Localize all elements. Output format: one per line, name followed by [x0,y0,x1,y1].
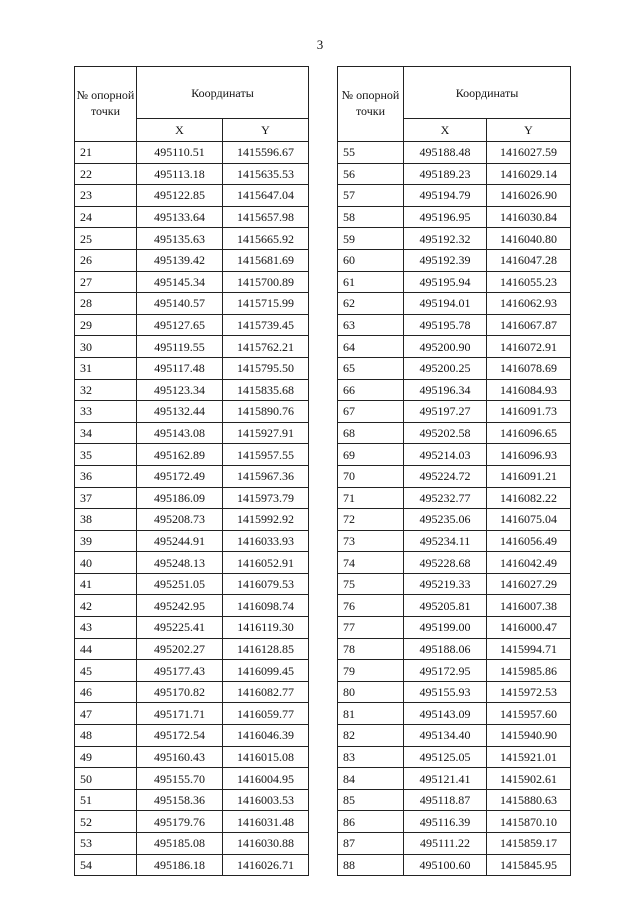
y-coordinate-cell: 1416046.39 [223,725,309,747]
y-coordinate-cell: 1415795.50 [223,357,309,379]
y-coordinate-cell: 1416040.80 [487,228,571,250]
x-coordinate-cell: 495177.43 [137,660,223,682]
table-row [338,401,571,423]
y-coordinate-cell: 1415967.36 [223,465,309,487]
table-row [338,595,571,617]
table-row [338,142,571,164]
x-coordinate-cell: 495186.09 [137,487,223,509]
point-number-cell: 45 [75,660,137,682]
table-row [338,638,571,660]
x-coordinate-cell: 495219.33 [404,573,487,595]
point-number-cell: 26 [75,249,137,271]
table-row [75,595,309,617]
y-coordinate-cell: 1416030.84 [487,206,571,228]
table-row [75,336,309,358]
point-number-cell: 56 [338,163,404,185]
y-coordinate-cell: 1415927.91 [223,422,309,444]
table-row [75,681,309,703]
point-number-cell: 77 [338,617,404,639]
x-coordinate-cell: 495202.58 [404,422,487,444]
table-row [338,444,571,466]
x-coordinate-cell: 495172.54 [137,725,223,747]
x-coordinate-cell: 495225.41 [137,617,223,639]
x-coordinate-cell: 495242.95 [137,595,223,617]
x-coordinate-cell: 495116.39 [404,811,487,833]
point-number-cell: 51 [75,789,137,811]
y-coordinate-cell: 1415835.68 [223,379,309,401]
y-coordinate-cell: 1416119.30 [223,617,309,639]
table-row [338,552,571,574]
x-coordinate-cell: 495135.63 [137,228,223,250]
x-coordinate-cell: 495160.43 [137,746,223,768]
table-row [75,142,309,164]
x-coordinate-cell: 495132.44 [137,401,223,423]
table-row [338,811,571,833]
x-coordinate-cell: 495200.90 [404,336,487,358]
point-number-cell: 60 [338,249,404,271]
point-number-cell: 61 [338,271,404,293]
y-coordinate-cell: 1416033.93 [223,530,309,552]
x-coordinate-cell: 495185.08 [137,833,223,855]
x-coordinate-cell: 495143.09 [404,703,487,725]
table-row [338,573,571,595]
point-number-cell: 40 [75,552,137,574]
point-number-cell: 79 [338,660,404,682]
x-coordinate-cell: 495155.70 [137,768,223,790]
table-row [75,293,309,315]
table-row [75,509,309,531]
table-row [338,271,571,293]
y-coordinate-cell: 1416026.71 [223,854,309,876]
point-number-cell: 32 [75,379,137,401]
x-coordinate-cell: 495121.41 [404,768,487,790]
x-coordinate-cell: 495251.05 [137,573,223,595]
y-coordinate-cell: 1416091.21 [487,465,571,487]
point-number-cell: 87 [338,833,404,855]
point-number-cell: 25 [75,228,137,250]
point-number-cell: 62 [338,293,404,315]
point-number-cell: 83 [338,746,404,768]
x-coordinate-cell: 495195.94 [404,271,487,293]
x-coordinate-cell: 495224.72 [404,465,487,487]
table-row [338,725,571,747]
y-coordinate-cell: 1416098.74 [223,595,309,617]
x-coordinate-cell: 495192.39 [404,249,487,271]
y-coordinate-cell: 1415859.17 [487,833,571,855]
table-row [338,703,571,725]
table-row [75,357,309,379]
point-number-cell: 39 [75,530,137,552]
x-coordinate-cell: 495205.81 [404,595,487,617]
x-coordinate-cell: 495199.00 [404,617,487,639]
point-number-cell: 21 [75,142,137,164]
y-coordinate-cell: 1415973.79 [223,487,309,509]
y-coordinate-cell: 1416096.65 [487,422,571,444]
x-coordinate-cell: 495189.23 [404,163,487,185]
point-number-cell: 23 [75,185,137,207]
table-row [75,552,309,574]
table-row [75,768,309,790]
x-coordinate-cell: 495200.25 [404,357,487,379]
y-coordinate-cell: 1416062.93 [487,293,571,315]
x-column-header: X [404,119,487,142]
point-number-cell: 42 [75,595,137,617]
y-coordinate-cell: 1415902.61 [487,768,571,790]
x-coordinate-cell: 495194.79 [404,185,487,207]
y-coordinate-cell: 1415992.92 [223,509,309,531]
x-coordinate-cell: 495172.49 [137,465,223,487]
y-coordinate-cell: 1415972.53 [487,681,571,703]
y-coordinate-cell: 1415665.92 [223,228,309,250]
point-number-cell: 81 [338,703,404,725]
y-coordinate-cell: 1416000.47 [487,617,571,639]
table-row [338,379,571,401]
point-number-cell: 76 [338,595,404,617]
y-coordinate-cell: 1416082.77 [223,681,309,703]
point-number-cell: 28 [75,293,137,315]
point-number-cell: 74 [338,552,404,574]
y-coordinate-cell: 1416004.95 [223,768,309,790]
x-coordinate-cell: 495113.18 [137,163,223,185]
y-coordinate-cell: 1415762.21 [223,336,309,358]
y-coordinate-cell: 1415647.04 [223,185,309,207]
table-row [338,249,571,271]
table-row [338,228,571,250]
x-coordinate-cell: 495171.71 [137,703,223,725]
point-number-cell: 84 [338,768,404,790]
point-number-cell: 43 [75,617,137,639]
point-number-cell: 24 [75,206,137,228]
y-coordinate-cell: 1415985.86 [487,660,571,682]
y-coordinate-cell: 1416007.38 [487,595,571,617]
point-number-cell: 48 [75,725,137,747]
table-row [338,617,571,639]
y-coordinate-cell: 1416128.85 [223,638,309,660]
y-coordinate-cell: 1415880.63 [487,789,571,811]
x-coordinate-cell: 495208.73 [137,509,223,531]
y-coordinate-cell: 1415715.99 [223,293,309,315]
table-row [75,228,309,250]
point-number-cell: 27 [75,271,137,293]
y-coordinate-cell: 1416052.91 [223,552,309,574]
point-number-cell: 59 [338,228,404,250]
point-number-cell: 52 [75,811,137,833]
x-coordinate-cell: 495122.85 [137,185,223,207]
table-row [75,703,309,725]
table-row [338,789,571,811]
point-number-cell: 58 [338,206,404,228]
y-coordinate-cell: 1416084.93 [487,379,571,401]
table-row [338,357,571,379]
point-number-cell: 57 [338,185,404,207]
y-coordinate-cell: 1416067.87 [487,314,571,336]
table-row [75,660,309,682]
point-number-cell: 30 [75,336,137,358]
point-number-cell: 31 [75,357,137,379]
y-coordinate-cell: 1415845.95 [487,854,571,876]
point-number-cell: 37 [75,487,137,509]
table-row [338,336,571,358]
table-row [338,854,571,876]
point-number-cell: 69 [338,444,404,466]
y-coordinate-cell: 1416096.93 [487,444,571,466]
x-coordinate-cell: 495118.87 [404,789,487,811]
table-row [75,725,309,747]
x-coordinate-cell: 495155.93 [404,681,487,703]
y-coordinate-cell: 1416042.49 [487,552,571,574]
table-row [75,789,309,811]
point-number-cell: 33 [75,401,137,423]
point-number-cell: 55 [338,142,404,164]
table-row [75,185,309,207]
x-coordinate-cell: 495188.06 [404,638,487,660]
y-coordinate-cell: 1416027.29 [487,573,571,595]
table-row [75,746,309,768]
point-number-cell: 85 [338,789,404,811]
x-coordinate-cell: 495139.42 [137,249,223,271]
x-coordinate-cell: 495143.08 [137,422,223,444]
table-row [75,206,309,228]
x-coordinate-cell: 495234.11 [404,530,487,552]
point-number-cell: 88 [338,854,404,876]
x-coordinate-cell: 495232.77 [404,487,487,509]
y-coordinate-cell: 1416029.14 [487,163,571,185]
point-number-cell: 75 [338,573,404,595]
y-coordinate-cell: 1416003.53 [223,789,309,811]
y-coordinate-cell: 1415921.01 [487,746,571,768]
table-row [75,573,309,595]
table-row [338,833,571,855]
y-coordinate-cell: 1416078.69 [487,357,571,379]
coordinates-header: Координаты [137,67,309,119]
table-row [338,660,571,682]
y-coordinate-cell: 1416099.45 [223,660,309,682]
y-coordinate-cell: 1415681.69 [223,249,309,271]
y-coordinate-cell: 1416055.23 [487,271,571,293]
x-coordinate-cell: 495111.22 [404,833,487,855]
y-column-header: Y [487,119,571,142]
point-number-cell: 64 [338,336,404,358]
point-number-cell: 38 [75,509,137,531]
x-coordinate-cell: 495202.27 [137,638,223,660]
table-row [75,811,309,833]
y-coordinate-cell: 1415957.55 [223,444,309,466]
point-number-cell: 50 [75,768,137,790]
table-row [338,163,571,185]
table-row [75,444,309,466]
table-row [338,465,571,487]
x-coordinate-cell: 495244.91 [137,530,223,552]
y-coordinate-cell: 1415635.53 [223,163,309,185]
x-coordinate-cell: 495192.32 [404,228,487,250]
y-column-header: Y [223,119,309,142]
point-number-cell: 71 [338,487,404,509]
table-row [75,163,309,185]
page-number: 3 [316,37,324,52]
point-number-cell: 22 [75,163,137,185]
point-number-cell: 36 [75,465,137,487]
y-coordinate-cell: 1416027.59 [487,142,571,164]
y-coordinate-cell: 1415994.71 [487,638,571,660]
x-coordinate-cell: 495186.18 [137,854,223,876]
x-coordinate-cell: 495214.03 [404,444,487,466]
point-number-cell: 44 [75,638,137,660]
x-coordinate-cell: 495179.76 [137,811,223,833]
point-number-cell: 70 [338,465,404,487]
y-coordinate-cell: 1415700.89 [223,271,309,293]
table-row [338,314,571,336]
table-row [75,271,309,293]
table-row [338,206,571,228]
y-coordinate-cell: 1416030.88 [223,833,309,855]
x-coordinate-cell: 495134.40 [404,725,487,747]
point-number-cell: 73 [338,530,404,552]
point-number-cell: 66 [338,379,404,401]
x-coordinate-cell: 495172.95 [404,660,487,682]
point-number-cell: 49 [75,746,137,768]
y-coordinate-cell: 1416072.91 [487,336,571,358]
table-row [338,509,571,531]
point-number-cell: 46 [75,681,137,703]
point-number-cell: 65 [338,357,404,379]
point-number-cell: 86 [338,811,404,833]
point-number-cell: 63 [338,314,404,336]
x-coordinate-cell: 495133.64 [137,206,223,228]
point-number-cell: 78 [338,638,404,660]
y-coordinate-cell: 1416047.28 [487,249,571,271]
x-coordinate-cell: 495119.55 [137,336,223,358]
table-row [338,746,571,768]
y-coordinate-cell: 1416091.73 [487,401,571,423]
x-coordinate-cell: 495158.36 [137,789,223,811]
table-row [75,638,309,660]
x-coordinate-cell: 495170.82 [137,681,223,703]
y-coordinate-cell: 1415870.10 [487,811,571,833]
table-row [338,768,571,790]
x-coordinate-cell: 495127.65 [137,314,223,336]
point-number-cell: 34 [75,422,137,444]
y-coordinate-cell: 1415890.76 [223,401,309,423]
table-row [338,681,571,703]
point-number-header: № опорной точки [75,67,137,142]
point-number-cell: 29 [75,314,137,336]
x-coordinate-cell: 495235.06 [404,509,487,531]
point-number-cell: 68 [338,422,404,444]
table-row [338,185,571,207]
table-row [338,422,571,444]
table-row [75,379,309,401]
x-coordinate-cell: 495110.51 [137,142,223,164]
x-coordinate-cell: 495197.27 [404,401,487,423]
table-row [75,617,309,639]
point-number-cell: 82 [338,725,404,747]
table-row [75,314,309,336]
point-number-cell: 53 [75,833,137,855]
point-number-cell: 47 [75,703,137,725]
table-row [75,422,309,444]
table-row [75,465,309,487]
coordinates-table-left [74,66,309,876]
x-coordinate-cell: 495196.34 [404,379,487,401]
y-coordinate-cell: 1416056.49 [487,530,571,552]
table-row [75,487,309,509]
y-coordinate-cell: 1416079.53 [223,573,309,595]
x-coordinate-cell: 495194.01 [404,293,487,315]
y-coordinate-cell: 1416031.48 [223,811,309,833]
coordinates-table-right [337,66,571,876]
y-coordinate-cell: 1415940.90 [487,725,571,747]
table-row [338,293,571,315]
x-coordinate-cell: 495140.57 [137,293,223,315]
point-number-cell: 41 [75,573,137,595]
y-coordinate-cell: 1416082.22 [487,487,571,509]
table-row [75,833,309,855]
y-coordinate-cell: 1416015.08 [223,746,309,768]
point-number-cell: 54 [75,854,137,876]
x-column-header: X [137,119,223,142]
y-coordinate-cell: 1416075.04 [487,509,571,531]
y-coordinate-cell: 1416026.90 [487,185,571,207]
x-coordinate-cell: 495117.48 [137,357,223,379]
table-row [75,401,309,423]
point-number-cell: 72 [338,509,404,531]
y-coordinate-cell: 1415657.98 [223,206,309,228]
y-coordinate-cell: 1416059.77 [223,703,309,725]
point-number-cell: 35 [75,444,137,466]
x-coordinate-cell: 495145.34 [137,271,223,293]
x-coordinate-cell: 495188.48 [404,142,487,164]
y-coordinate-cell: 1415596.67 [223,142,309,164]
x-coordinate-cell: 495228.68 [404,552,487,574]
x-coordinate-cell: 495123.34 [137,379,223,401]
x-coordinate-cell: 495248.13 [137,552,223,574]
y-coordinate-cell: 1415739.45 [223,314,309,336]
x-coordinate-cell: 495195.78 [404,314,487,336]
table-row [75,854,309,876]
x-coordinate-cell: 495100.60 [404,854,487,876]
y-coordinate-cell: 1415957.60 [487,703,571,725]
point-number-cell: 67 [338,401,404,423]
x-coordinate-cell: 495162.89 [137,444,223,466]
table-row [338,530,571,552]
table-row [338,487,571,509]
point-number-header: № опорной точки [338,67,404,142]
point-number-cell: 80 [338,681,404,703]
x-coordinate-cell: 495196.95 [404,206,487,228]
x-coordinate-cell: 495125.05 [404,746,487,768]
coordinates-header: Координаты [404,67,571,119]
table-row [75,530,309,552]
table-row [75,249,309,271]
